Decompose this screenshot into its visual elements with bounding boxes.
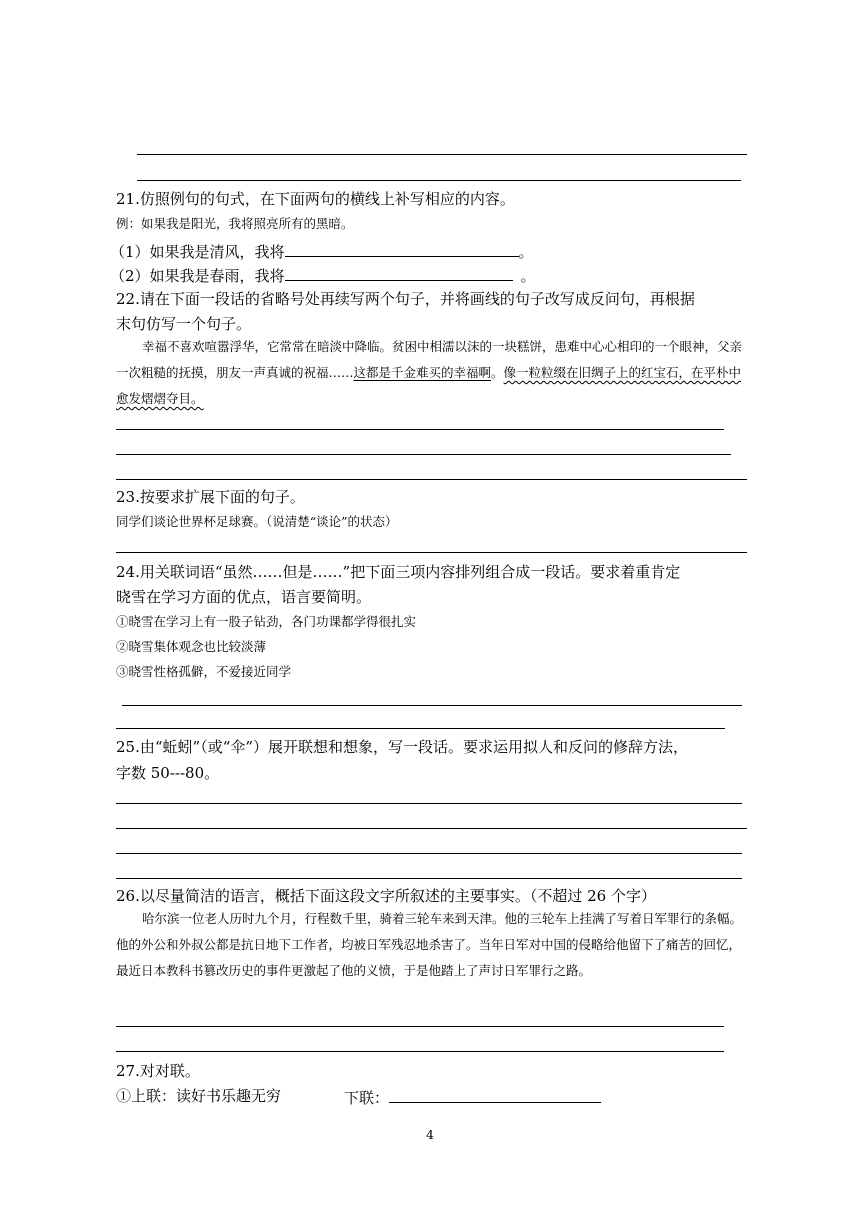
question-23-title: 23.按要求扩展下面的句子。 (116, 488, 305, 506)
couplet-lower (344, 1086, 601, 1108)
fill-blank-1[interactable] (285, 240, 519, 257)
answer-line (116, 828, 747, 829)
item-1-text: （1）如果我是清风，我将 (110, 243, 285, 261)
underlined-sentence: 这都是千金难买的幸福啊 (353, 365, 492, 380)
answer-line (116, 454, 731, 455)
couplet-lower-blank[interactable] (389, 1086, 601, 1103)
question-27-title: 27.对对联。 (116, 1062, 200, 1080)
answer-line (116, 878, 742, 879)
wavy-underlined-sentence: 像一粒粒缀在旧绸子上的红宝石，在平朴中愈发熠熠夺目。 (116, 365, 742, 406)
answer-line (116, 1026, 724, 1027)
answer-line (116, 803, 742, 804)
answer-line (122, 705, 742, 706)
question-26-passage: 哈尔滨一位老人历时九个月，行程数千里，骑着三轮车来到天津。他的三轮车上挂满了写着日军罪行的条幅。他的外公和外叔公都是抗日地下工作者，均被日军残忍地杀害了。当年日军对中国的侵略给他留下了痛苦的回忆，最近日本教科书篡改历史的事件更激起了他的义愤，于是他踏上了声讨日军罪行之路。 (116, 911, 743, 978)
fill-blank-2[interactable] (285, 264, 513, 281)
answer-line (116, 1051, 724, 1052)
answer-line (137, 180, 741, 181)
question-22-title-line-1: 22.请在下面一段话的省略号处再续写两个句子，并将画线的句子改写成反问句，再根据 (116, 290, 695, 308)
question-24-title-line-1: 24.用关联词语“虽然……但是……”把下面三项内容排列组合成一段话。要求着重肯定 (116, 563, 681, 581)
question-24-title-line-2: 晓雪在学习方面的优点，语言要简明。 (116, 588, 372, 606)
question-24-item-3: ③晓雪性格孤僻，不爱接近同学 (116, 664, 292, 679)
question-24-item-2: ②晓雪集体观念也比较淡薄 (116, 639, 267, 654)
answer-line (116, 479, 747, 480)
item-2-text: （2）如果我是春雨，我将 (110, 267, 285, 285)
couplet-upper: ①上联：读好书乐趣无穷 (116, 1087, 282, 1105)
passage-text: 幸福不喜欢喧嚣浮华，它常常在暗淡中降临。贫困中相濡以沫的一块糕饼，患难中心心相印的一个眼神，父亲一次粗糙的抚摸，朋友一声真诚的祝福…… (116, 339, 743, 380)
answer-line (116, 728, 725, 729)
answer-line (137, 154, 747, 155)
question-24-item-1: ①晓雪在学习上有一股子钻劲，各门功课都学得很扎实 (116, 614, 417, 629)
question-25-title-line-2: 字数 50---80。 (116, 764, 220, 782)
question-21-item-2 (110, 264, 536, 286)
question-21-item-1 (110, 240, 534, 262)
answer-line (116, 552, 747, 553)
question-21-example: 例：如果我是阳光，我将照亮所有的黑暗。 (116, 216, 354, 231)
question-23-sentence: 同学们谈论世界杯足球赛。（说清楚“谈论”的状态） (116, 514, 398, 529)
question-22-passage (116, 334, 748, 412)
couplet-lower-label: 下联： (344, 1089, 390, 1107)
answer-line (116, 853, 742, 854)
question-22-title-line-2: 末句仿写一个句子。 (116, 315, 252, 333)
page-number: 4 (426, 1127, 434, 1142)
answer-line (116, 429, 724, 430)
item-2-end: 。 (520, 267, 536, 285)
passage-punct: 。 (491, 365, 504, 380)
question-21-title: 21.仿照例句的句式，在下面两句的横线上补写相应的内容。 (116, 190, 515, 208)
item-1-end: 。 (518, 243, 534, 261)
question-26-title: 26.以尽量简洁的语言，概括下面这段文字所叙述的主要事实。（不超过 26 个字） (116, 887, 656, 905)
question-25-title-line-1: 25.由“蚯蚓”（或“伞”）展开联想和想象，写一段话。要求运用拟人和反问的修辞方法， (116, 738, 689, 756)
